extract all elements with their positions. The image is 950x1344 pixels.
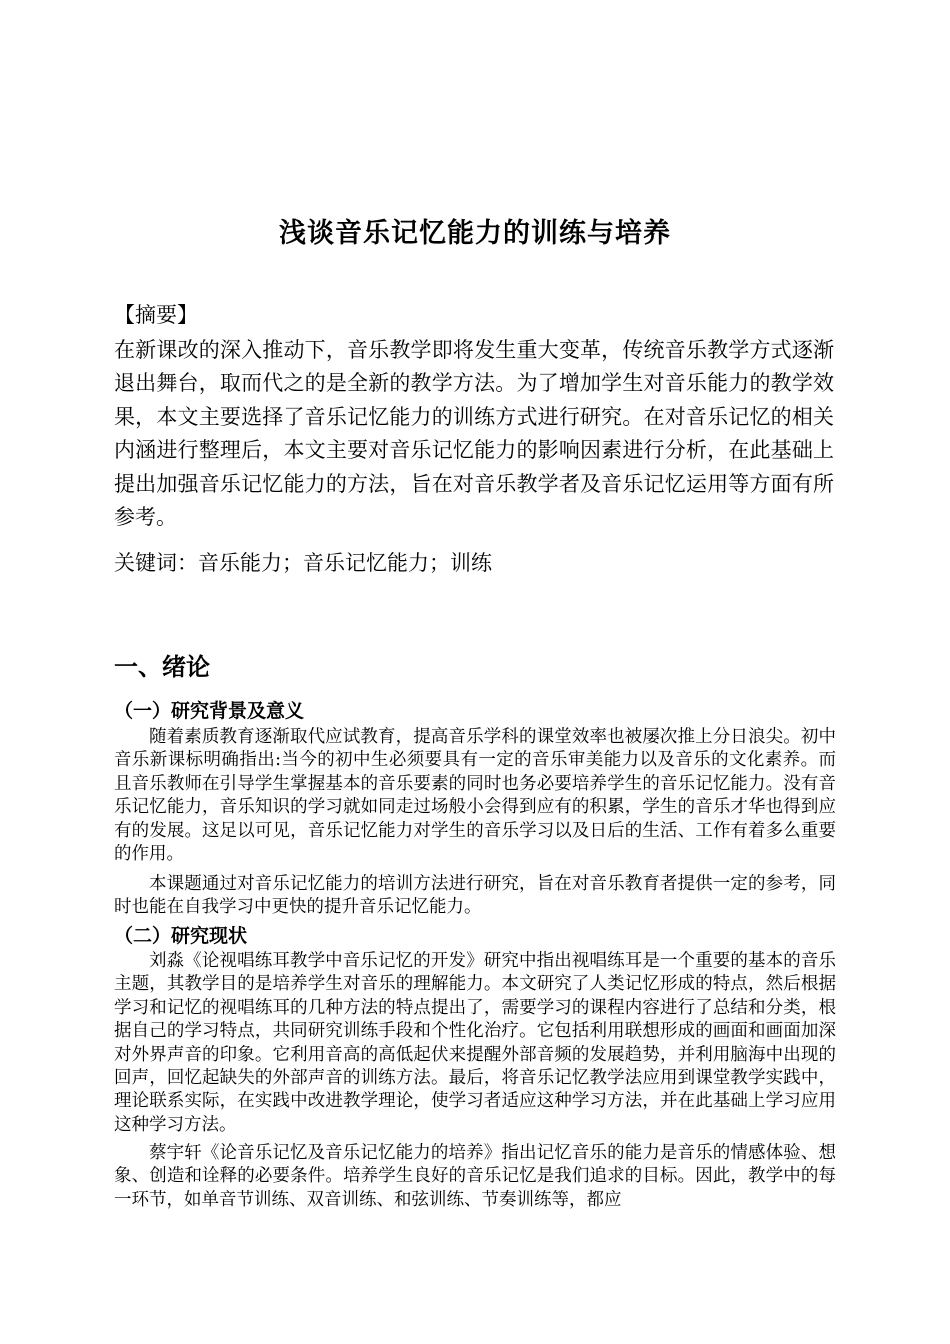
section-heading-introduction: 一、绪论: [114, 652, 210, 681]
subsection-heading-background: （一）研究背景及意义: [114, 700, 305, 722]
keywords-line: 关键词：音乐能力；音乐记忆能力；训练: [114, 551, 492, 575]
abstract-body: 在新课改的深入推动下，音乐教学即将发生重大变革，传统音乐教学方式逐渐退出舞台，取而代之的是全新的教学方法。为了增加学生对音乐能力的教学效果，本文主要选择了音乐记忆能力的训练方式进行研究。在对音乐记忆的相关内涵进行整理后，本文主要对音乐记忆能力的影响因素进行分析，在此基础上提出加强音乐记忆能力的方法，旨在对音乐教学者及音乐记忆运用等方面有所参考。: [114, 338, 834, 530]
paragraph: 本课题通过对音乐记忆能力的培训方法进行研究，旨在对音乐教育者提供一定的参考，同时也能在自我学习中更快的提升音乐记忆能力。: [114, 874, 836, 918]
paragraph: 蔡宇轩《论音乐记忆及音乐记忆能力的培养》指出记忆音乐的能力是音乐的情感体验、想象、创造和诠释的必要条件。培养学生良好的音乐记忆是我们追求的目标。因此，教学中的每一环节，如单音节训练、双音训练、和弦训练、节奏训练等，都应: [114, 1143, 836, 1210]
abstract-label: 【摘要】: [114, 303, 198, 327]
paper-title: 浅谈音乐记忆能力的训练与培养: [279, 218, 671, 249]
paragraph: 刘淼《论视唱练耳教学中音乐记忆的开发》研究中指出视唱练耳是一个重要的基本的音乐主题，其教学目的是培养学生对音乐的理解能力。本文研究了人类记忆形成的特点，然后根据学习和记忆的视唱练耳的几种方法的特点提出了，需要学习的课程内容进行了总结和分类，根据自己的学习特点，共同研究训练手段和个性化治疗。它包括利用联想形成的画面和画面加深对外界声音的印象。它利用音高的高低起伏来提醒外部音频的发展趋势，并利用脑海中出现的回声，回忆起缺失的外部声音的训练方法。最后，将音乐记忆教学法应用到课堂教学实践中，理论联系实际，在实践中改进教学理论，使学习者适应这种学习方法，并在此基础上学习应用这种学习方法。: [114, 951, 836, 1135]
subsection-heading-status: （二）研究现状: [114, 925, 248, 947]
paragraph: 随着素质教育逐渐取代应试教育，提高音乐学科的课堂效率也被屡次推上分日浪尖。初中音乐新课标明确指出:当今的初中生必须要具有一定的音乐审美能力以及音乐的文化素养。而且音乐教师在引导学生掌握基本的音乐要素的同时也务必要培养学生的音乐记忆能力。没有音乐记忆能力，音乐知识的学习就如同走过场般小会得到应有的积累，学生的音乐才华也得到应有的发展。这足以可见，音乐记忆能力对学生的音乐学习以及日后的生活、工作有着多么重要的作用。: [114, 727, 836, 865]
